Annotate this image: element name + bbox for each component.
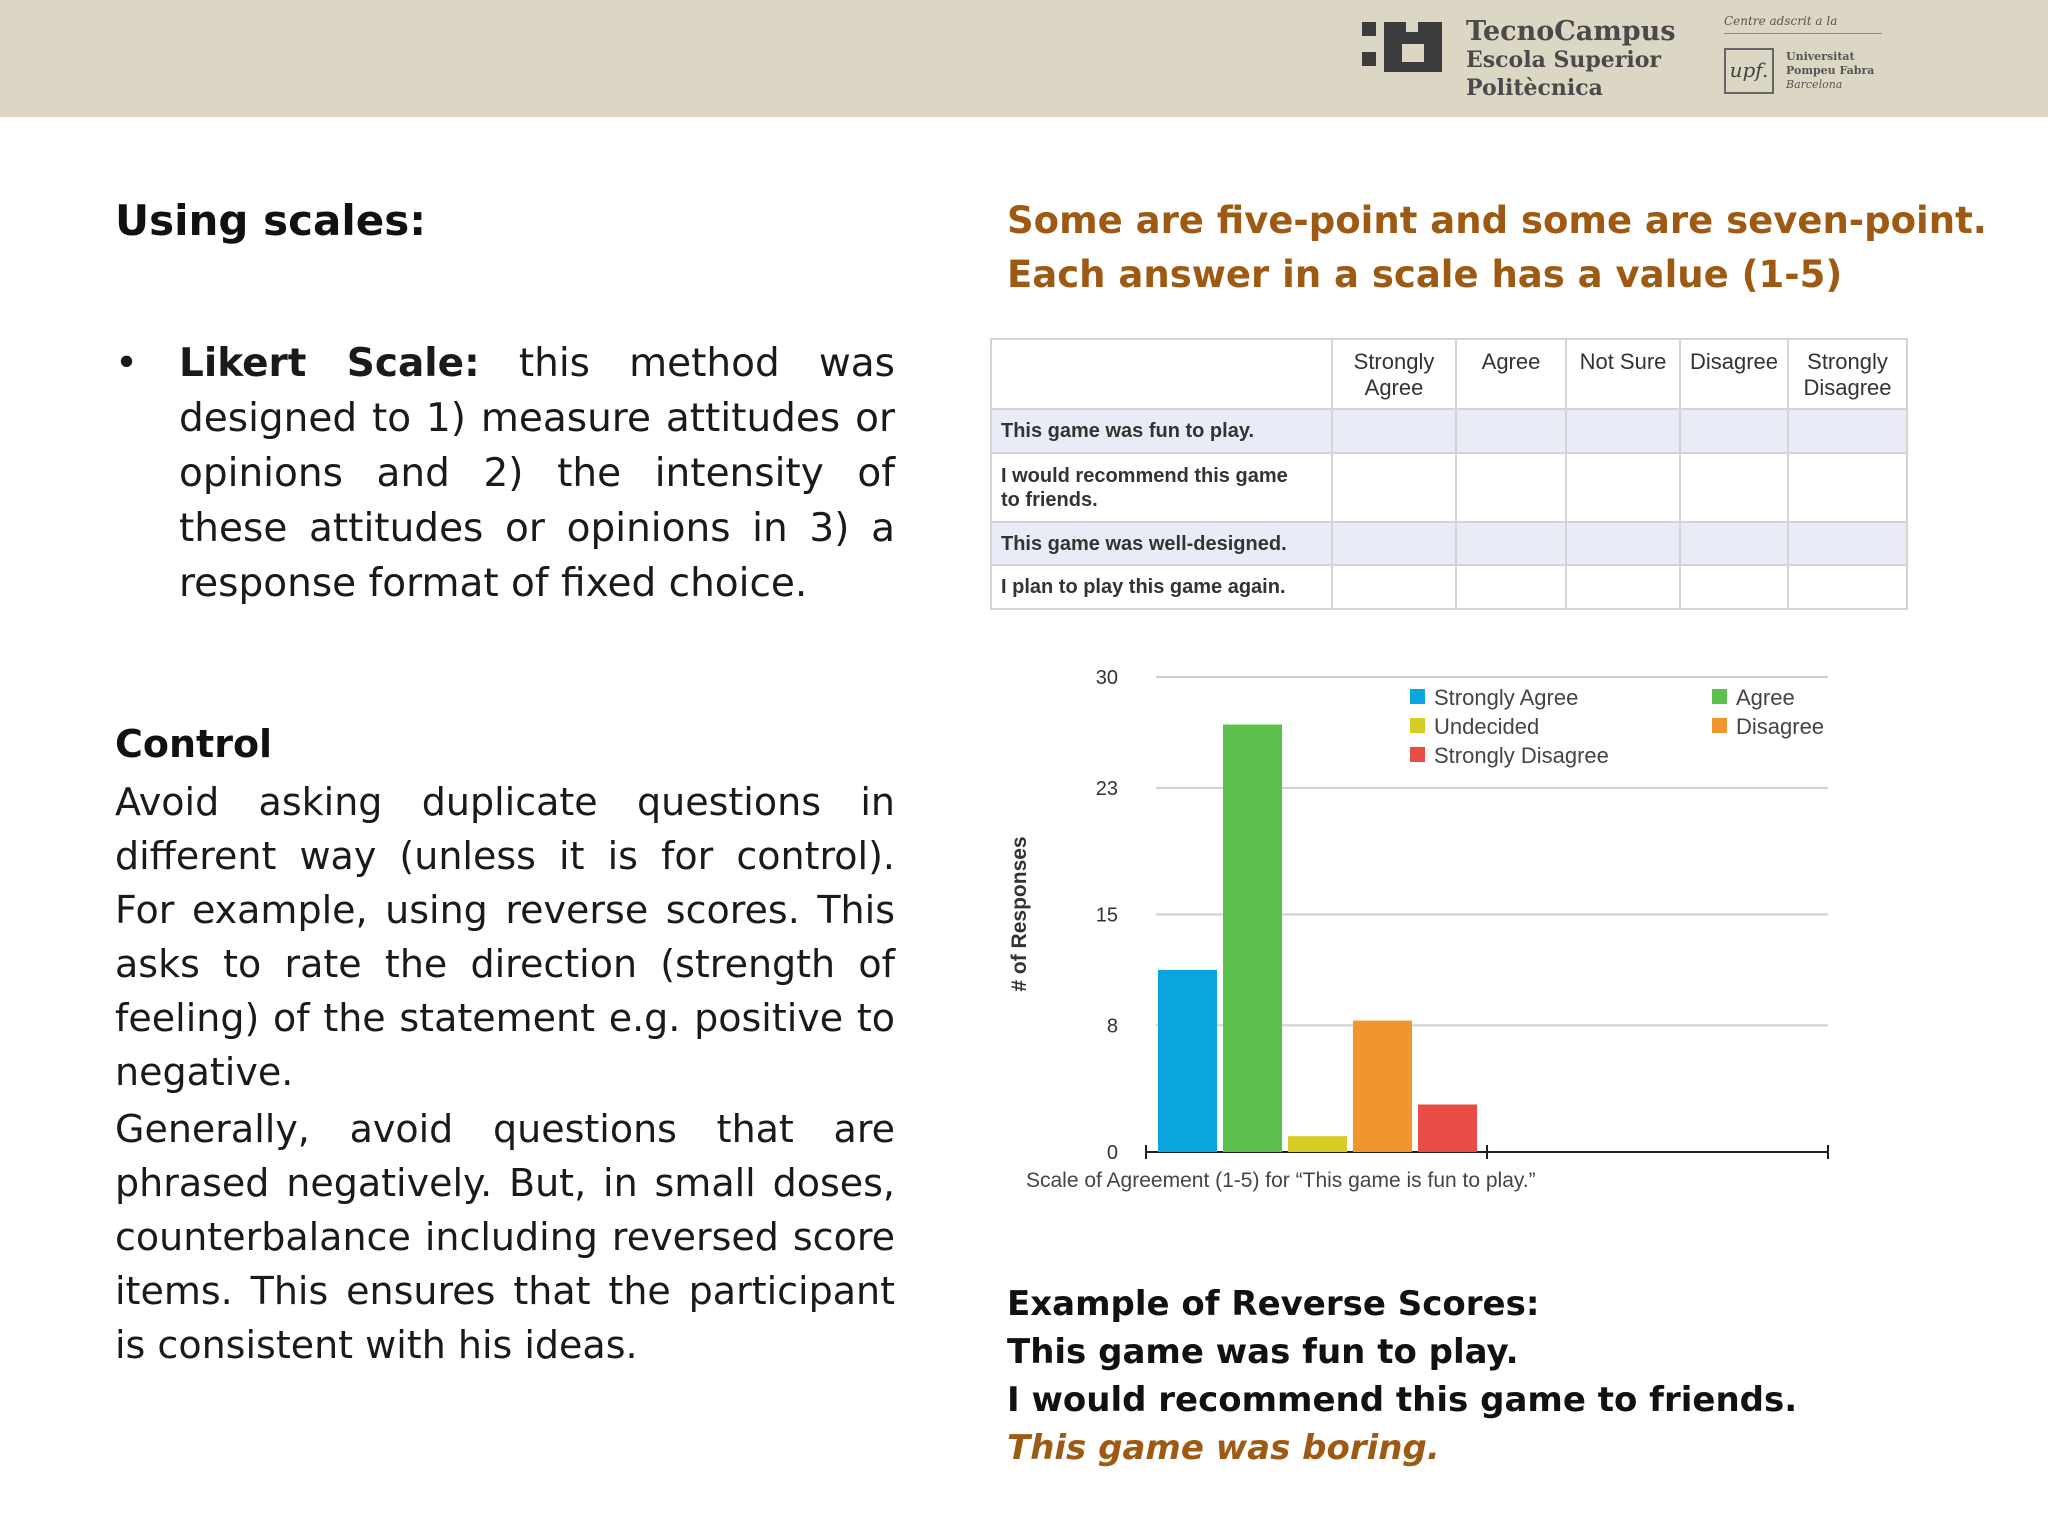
general-paragraph: Generally, avoid questions that are phrased negatively. But, in small doses, counterbalance including reversed score items. This ensures that the participant is consistent with his ideas.	[115, 1107, 895, 1367]
response-cell[interactable]	[1456, 409, 1566, 453]
table-corner-cell	[991, 339, 1332, 409]
y-tick-label: 15	[1095, 904, 1118, 927]
bar	[1158, 970, 1217, 1152]
upf-name	[1786, 50, 1874, 92]
legend-label: Strongly Agree	[1434, 685, 1579, 710]
reverse-scores-example	[1007, 1280, 1797, 1472]
table-row	[991, 453, 1907, 522]
legend-swatch	[1410, 718, 1425, 733]
table-header-row	[991, 339, 1907, 409]
brand-line2: Escola Superior	[1466, 47, 1661, 73]
response-cell[interactable]	[1456, 565, 1566, 609]
response-cell[interactable]	[1566, 409, 1680, 453]
legend-swatch	[1712, 718, 1727, 733]
header-band	[0, 0, 2048, 117]
bar	[1353, 1021, 1412, 1152]
response-cell[interactable]	[1566, 522, 1680, 565]
row-question: This game was fun to play.	[991, 409, 1332, 453]
column-header: Disagree	[1680, 339, 1788, 409]
legend-swatch	[1712, 689, 1727, 704]
row-question: I plan to play this game again.	[991, 565, 1332, 609]
row-question: I would recommend this game to friends.	[991, 453, 1332, 522]
brand-line3: Politècnica	[1466, 75, 1603, 101]
response-cell[interactable]	[1788, 409, 1907, 453]
scale-points-heading	[1007, 194, 1987, 302]
response-cell[interactable]	[1456, 522, 1566, 565]
response-cell[interactable]	[1566, 453, 1680, 522]
example-heading: Example of Reverse Scores:	[1007, 1284, 1540, 1324]
response-cell[interactable]	[1332, 453, 1456, 522]
legend-label: Undecided	[1434, 714, 1540, 739]
table-row	[991, 409, 1907, 453]
heading-control: Control	[115, 722, 273, 766]
response-cell[interactable]	[1332, 522, 1456, 565]
column-header: Not Sure	[1566, 339, 1680, 409]
column-header: Strongly Agree	[1332, 339, 1456, 409]
y-axis-label: # of Responses	[1008, 836, 1031, 992]
likert-text: this method was designed to 1) measure attitudes or opinions and 2) the intensity of these attitudes or opinions in 3) a response format of fixed choice.	[179, 341, 895, 606]
column-header: Strongly Disagree	[1788, 339, 1907, 409]
y-tick-label: 30	[1095, 667, 1118, 689]
upf-divider	[1724, 33, 1882, 34]
response-cell[interactable]	[1788, 453, 1907, 522]
bar	[1223, 725, 1282, 1153]
brand-line1: TecnoCampus	[1466, 16, 1676, 47]
legend-label: Disagree	[1736, 714, 1825, 739]
upf-logo-icon: upf.	[1724, 48, 1774, 94]
response-cell[interactable]	[1788, 522, 1907, 565]
likert-table	[990, 338, 1908, 610]
x-axis-label: Scale of Agreement (1-5) for “This game is fun to play.”	[1026, 1169, 1536, 1192]
y-tick-label: 0	[1106, 1142, 1118, 1164]
upf-name2: Pompeu Fabra	[1786, 64, 1875, 77]
tecnocampus-wordmark	[1466, 18, 1676, 102]
likert-bullet-item	[115, 336, 895, 611]
scale-heading-line1: Some are five-point and some are seven-point.	[1007, 199, 1987, 242]
response-cell[interactable]	[1680, 409, 1788, 453]
example-item: This game was fun to play.	[1007, 1332, 1519, 1372]
row-question: This game was well-designed.	[991, 522, 1332, 565]
example-item: I would recommend this game to friends.	[1007, 1380, 1798, 1420]
legend-swatch	[1410, 747, 1425, 762]
upf-name3: Barcelona	[1786, 78, 1843, 91]
heading-using-scales: Using scales:	[115, 196, 427, 245]
legend-label: Agree	[1736, 685, 1795, 710]
y-tick-label: 23	[1095, 777, 1118, 800]
upf-name1: Universitat	[1786, 50, 1855, 63]
table-row	[991, 522, 1907, 565]
response-cell[interactable]	[1680, 453, 1788, 522]
responses-bar-chart	[990, 650, 1870, 1210]
likert-term: Likert Scale:	[179, 341, 480, 386]
example-item-reversed: This game was boring.	[1007, 1428, 1440, 1468]
response-cell[interactable]	[1788, 565, 1907, 609]
response-cell[interactable]	[1456, 453, 1566, 522]
column-header: Agree	[1456, 339, 1566, 409]
response-cell[interactable]	[1680, 522, 1788, 565]
legend-swatch	[1410, 689, 1425, 704]
bar	[1418, 1105, 1477, 1153]
response-cell[interactable]	[1680, 565, 1788, 609]
bullet-marker: •	[115, 341, 139, 386]
legend-label: Strongly Disagree	[1434, 743, 1609, 768]
table-row	[991, 565, 1907, 609]
tecnocampus-logo-icon	[1362, 22, 1442, 72]
likert-paragraph	[179, 336, 895, 611]
y-tick-label: 8	[1106, 1015, 1118, 1038]
response-cell[interactable]	[1332, 409, 1456, 453]
response-cell[interactable]	[1566, 565, 1680, 609]
control-paragraph: Avoid asking duplicate questions in different way (unless it is for control). For example, using reverse scores. This asks to rate the direction (strength of feeling) of the statement e.g. positive to negative.	[115, 780, 895, 1094]
response-cell[interactable]	[1332, 565, 1456, 609]
upf-caption: Centre adscrit a la	[1724, 14, 1838, 28]
bar	[1288, 1136, 1347, 1152]
scale-heading-line2: Each answer in a scale has a value (1-5)	[1007, 253, 1843, 296]
